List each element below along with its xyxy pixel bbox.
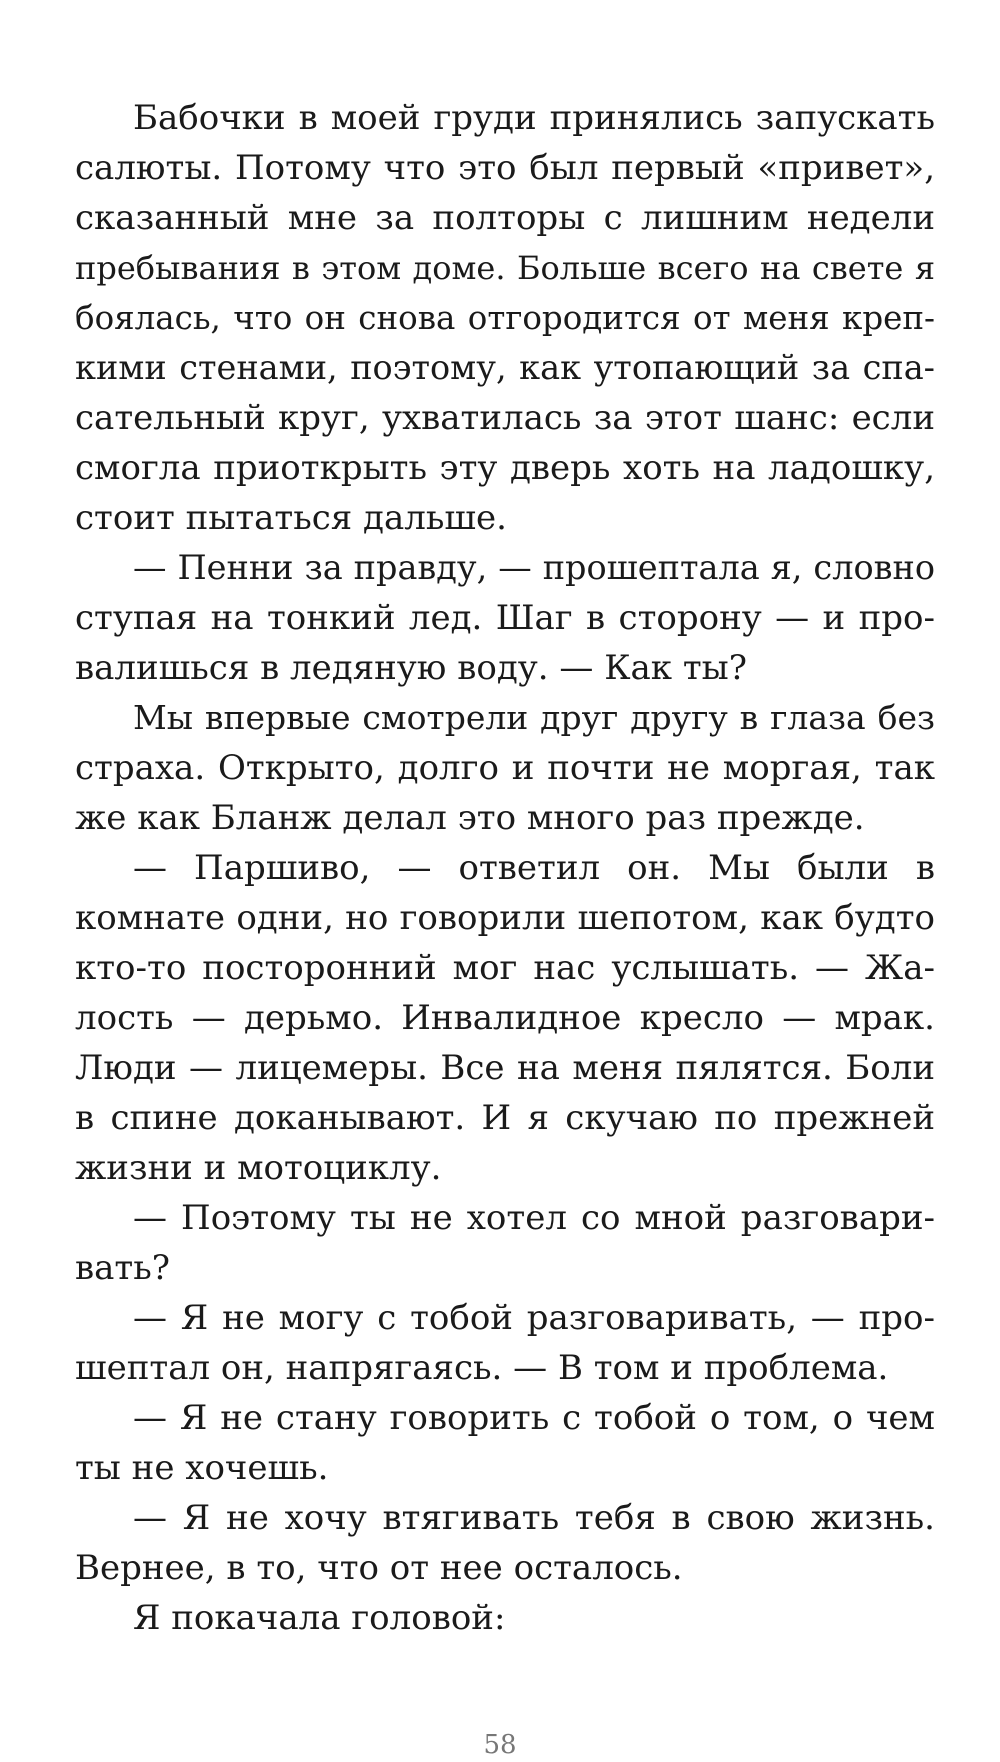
body-text: [75, 93, 935, 1643]
text-line: шептал он, напрягаясь. — В том и проблема.: [75, 1348, 889, 1388]
text-line: — Я не стану говорить с тобой о том, о чем: [133, 1398, 935, 1438]
text-line: в спине доканывают. И я скучаю по прежней: [75, 1098, 935, 1138]
text-line: Люди — лицемеры. Все на меня пялятся. Боли: [75, 1048, 935, 1088]
text-line: стоит пытаться дальше.: [75, 498, 507, 538]
text-line: валишься в ледяную воду. — Как ты?: [75, 648, 747, 688]
text-line: Бабочки в моей груди принялись запускать: [133, 98, 935, 138]
text-line: комнате одни, но говорили шепотом, как будто: [75, 898, 935, 938]
text-line: Мы впервые смотрели друг другу в глаза без: [133, 698, 935, 737]
text-line: сказанный мне за полторы с лишним недели: [75, 198, 935, 238]
text-line: кто-то посторонний мог нас услышать. — Жа-: [75, 948, 935, 988]
text-line: пребывания в этом доме. Больше всего на свете я: [75, 249, 935, 287]
text-line: страха. Открыто, долго и почти не моргая, так: [75, 748, 935, 788]
text-line: Я покачала головой:: [133, 1598, 506, 1638]
text-line: кими стенами, поэтому, как утопающий за спа-: [75, 348, 935, 387]
text-line: лость — дерьмо. Инвалидное кресло — мрак.: [75, 998, 935, 1038]
text-line: вать?: [75, 1248, 170, 1288]
text-line: — Я не хочу втягивать тебя в свою жизнь.: [133, 1498, 935, 1538]
text-line: — Я не могу с тобой разговаривать, — про-: [133, 1298, 935, 1338]
text-line: же как Бланж делал это много раз прежде.: [75, 798, 865, 838]
text-line: — Пенни за правду, — прошептала я, словно: [133, 548, 935, 587]
text-line: салюты. Потому что это был первый «привет»,: [75, 148, 935, 188]
text-line: смогла приоткрыть эту дверь хоть на ладошку,: [75, 448, 935, 488]
text-line: Вернее, в то, что от нее осталось.: [75, 1548, 683, 1588]
text-line: ты не хочешь.: [75, 1448, 329, 1488]
text-line: — Паршиво, — ответил он. Мы были в: [133, 848, 935, 888]
text-line: боялась, что он снова отгородится от меня креп-: [75, 299, 935, 337]
page-number: 58: [483, 1730, 517, 1760]
text-line: — Поэтому ты не хотел со мной разговари-: [133, 1198, 935, 1238]
text-line: сательный круг, ухватилась за этот шанс: если: [75, 398, 935, 438]
text-line: жизни и мотоциклу.: [75, 1148, 442, 1188]
text-line: ступая на тонкий лед. Шаг в сторону — и про-: [75, 598, 935, 638]
